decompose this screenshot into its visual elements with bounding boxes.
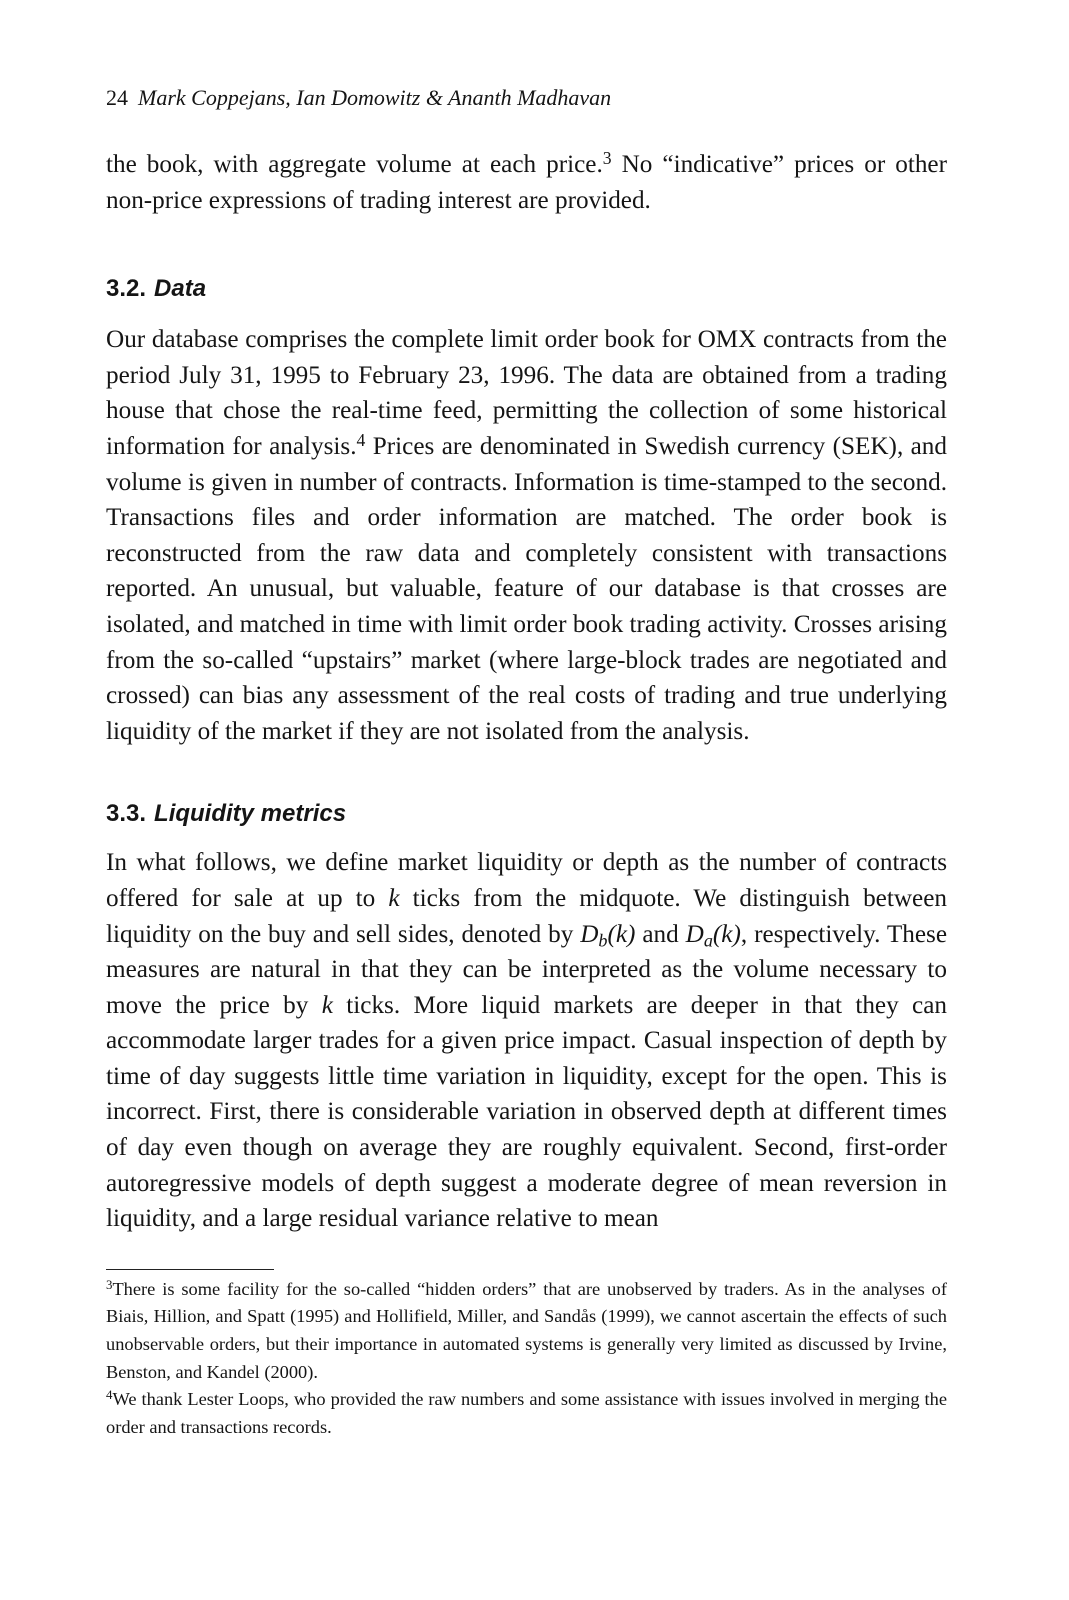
- footnote-text: There is some facility for the so-called “hidden orders” that are unobserved by traders. As in the analyses of Biais, Hillion, and Spatt (1995) and Hollifield, Miller, and Sandås (1999), we cannot ascertain the effects of such unobservable orders, but their importance in automated systems is generally very limited as discussed by Irvine, Benston, and Kandel (2000).: [106, 1278, 947, 1382]
- running-head-authors: Mark Coppejans, Ian Domowitz & Ananth Madhavan: [138, 85, 612, 110]
- page-number: 24: [106, 85, 128, 110]
- section-number: 3.3.: [106, 800, 147, 828]
- running-head: [106, 84, 947, 112]
- math-subscript: a: [703, 930, 713, 951]
- footnote-mark: 4: [106, 1388, 113, 1403]
- math-argument: (k): [712, 920, 741, 948]
- section-heading-data: [106, 274, 947, 304]
- intro-paragraph: [106, 147, 947, 218]
- footnote-ref-4[interactable]: 4: [356, 430, 366, 451]
- footnote-4: [106, 1386, 947, 1441]
- liquidity-text-1: In what follows, we define market liquidity or depth as the number of contracts offered for sale at up to: [106, 849, 947, 912]
- footnote-text: We thank Lester Loops, who provided the raw numbers and some assistance with issues involved in merging the order and transactions records.: [106, 1389, 947, 1437]
- liquidity-text-5: ticks. More liquid markets are deeper in that they can accommodate larger trades for a given price impact. Casual inspection of depth by time of day suggests little time variation in liquidity, except for the open. This is incorrect. First, there is considerable variation in observed depth at different times of day even though on average they are roughly equivalent. Second, first-order autoregressive models of depth suggest a moderate degree of mean reversion in liquidity, and a large residual variance relative to mean: [106, 991, 948, 1233]
- math-db: [580, 920, 636, 951]
- liquidity-paragraph: [106, 845, 947, 1237]
- section-number: 3.2.: [106, 275, 147, 303]
- page: [106, 84, 947, 1441]
- section-title: Data: [154, 275, 207, 303]
- footnote-3: [106, 1276, 947, 1386]
- footnote-ref-3[interactable]: 3: [602, 148, 612, 169]
- data-text-2: Prices are denominated in Swedish currency (SEK), and volume is given in number of contracts. Information is time-stamped to the second. Transactions files and order information are matched. The order book is reconstructed from the raw data and completely consistent with transactions reported. An unusual, but valuable, feature of our database is that crosses are isolated, and matched in time with limit order book trading activity. Crosses arising from the so-called “upstairs” market (where large-block trades are negotiated and crossed) can bias any assessment of the real costs of trading and true underlying liquidity of the market if they are not isolated from the analysis.: [106, 432, 947, 745]
- section-heading-liquidity: [106, 799, 947, 829]
- liquidity-text-4: , respectively. These measures are natural in that they can be interpreted as the volume necessary to move the price by: [106, 920, 947, 1019]
- liquidity-text-3: and: [635, 920, 686, 948]
- math-da: [685, 920, 741, 951]
- liquidity-text-2: ticks from the midquote. We distinguish between liquidity on the buy and sell sides, denoted by: [106, 884, 947, 948]
- math-k: k: [321, 991, 333, 1019]
- math-k: k: [388, 884, 400, 912]
- math-subscript: b: [598, 930, 608, 951]
- data-paragraph: [106, 322, 947, 749]
- math-symbol: D: [685, 920, 704, 948]
- data-text-1: Our database comprises the complete limit order book for OMX contracts from the period July 31, 1995 to February 23, 1996. The data are obtained from a trading house that chose the real-time feed, permitting the collection of some historical information for analysis.: [106, 326, 947, 460]
- math-argument: (k): [607, 920, 636, 948]
- intro-text-2: No “indicative” prices or other non-price expressions of trading interest are provided.: [106, 151, 947, 214]
- math-symbol: D: [580, 920, 599, 948]
- intro-text-1: the book, with aggregate volume at each price.: [106, 151, 603, 178]
- footnote-mark: 3: [106, 1278, 113, 1293]
- footnote-divider: [106, 1269, 274, 1270]
- section-title: Liquidity metrics: [154, 800, 347, 828]
